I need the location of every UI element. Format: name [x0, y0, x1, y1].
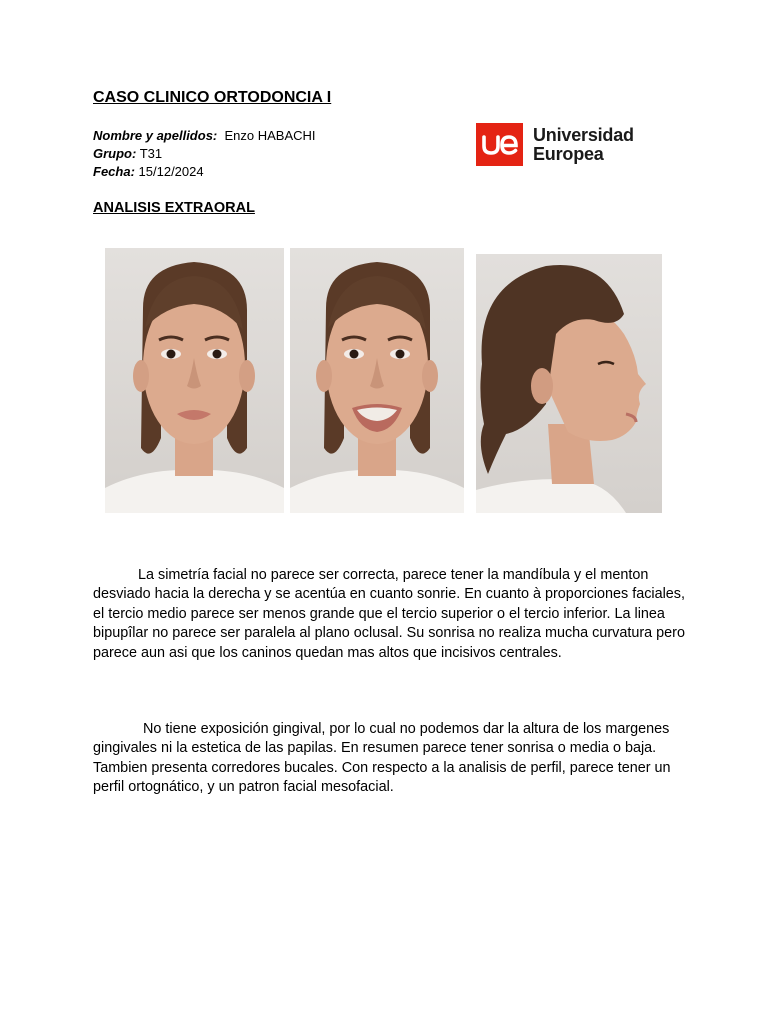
group-label: Grupo:: [93, 146, 137, 161]
frontal-smile-photo: [290, 248, 464, 513]
date-value: 15/12/2024: [138, 164, 204, 179]
date-label: Fecha:: [93, 164, 135, 179]
ue-logo-icon: [476, 123, 523, 166]
document-title: CASO CLINICO ORTODONCIA I: [93, 89, 332, 106]
name-row: [93, 127, 316, 145]
group-row: [93, 145, 316, 163]
name-value: Enzo HABACHI: [224, 128, 316, 143]
university-logo: [476, 123, 634, 166]
section-title: ANALISIS EXTRAORAL: [93, 200, 255, 216]
paragraph-1: La simetría facial no parece ser correcta, parece tener la mandíbula y el menton desviado hacia la derecha y se acentúa en cuanto sonrie. En cuanto à proporciones faciales, el tercio medio parece ser menos grande que el tercio superior o el tercio inferior. La linea bipupîlar no parece ser paralela al plano oclusal. Su sonrisa no realiza mucha curvatura pero parece aun asi que los caninos quedan mas altos que incisivos centrales.: [93, 567, 685, 661]
group-value: T31: [139, 146, 163, 161]
date-row: [93, 163, 316, 181]
university-name: [533, 126, 634, 164]
university-name-line1: Universidad: [533, 124, 634, 145]
patient-info: [93, 127, 316, 181]
university-name-line2: Europea: [533, 143, 604, 164]
paragraph-2: No tiene exposición gingival, por lo cual no podemos dar la altura de los margenes gingivales ni la estetica de las papilas. En resumen parece tener sonrisa o media o baja. Tambien presenta corredores bucales. Con respecto a la analisis de perfil, parece tener un perfil ortognático, y un patron facial mesofacial.: [93, 721, 671, 796]
profile-photo: [476, 254, 662, 513]
frontal-rest-photo: [105, 248, 284, 513]
name-label: Nombre y apellidos:: [93, 128, 218, 143]
